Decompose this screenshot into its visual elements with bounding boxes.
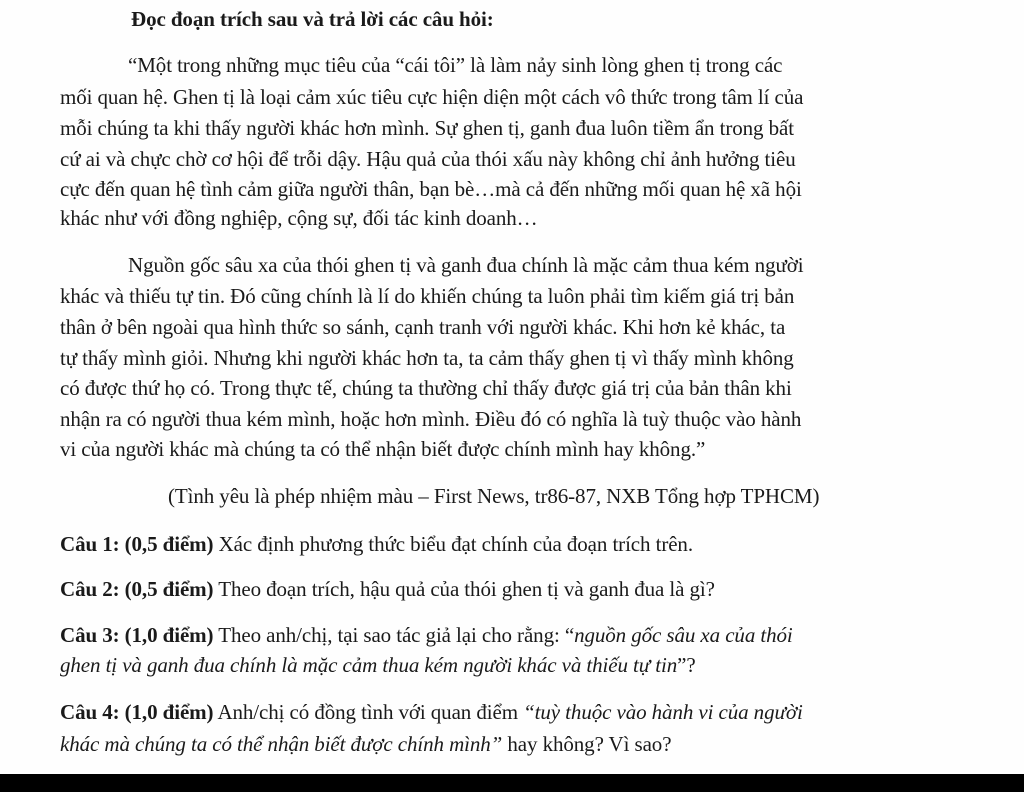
question-3 bbox=[60, 622, 793, 648]
question-text: Xác định phương thức biểu đạt chính của đoạn trích trên. bbox=[213, 532, 693, 556]
passage-line: mỗi chúng ta khi thấy người khác hơn mình. Sự ghen tị, ganh đua luôn tiềm ẩn trong bất bbox=[60, 116, 794, 140]
passage-line: thân ở bên ngoài qua hình thức so sánh, cạnh tranh với người khác. Khi hơn kẻ khác, ta bbox=[60, 315, 786, 339]
question-label: Câu 4: (1,0 điểm) bbox=[60, 700, 214, 724]
passage-line: nhận ra có người thua kém mình, hoặc hơn mình. Điều đó có nghĩa là tuỳ thuộc vào hành bbox=[60, 407, 802, 431]
question-quote: “tuỳ thuộc vào hành vi của người bbox=[523, 700, 803, 724]
question-text: Theo đoạn trích, hậu quả của thói ghen tị và ganh đua là gì? bbox=[213, 577, 715, 601]
question-quote: khác mà chúng ta có thể nhận biết được chính mình” bbox=[60, 732, 503, 756]
citation: (Tình yêu là phép nhiệm màu – First News, tr86-87, NXB Tổng hợp TPHCM) bbox=[168, 484, 820, 508]
passage-line: có được thứ họ có. Trong thực tế, chúng ta thường chỉ thấy được giá trị của bản thân khi bbox=[60, 376, 792, 400]
passage-line: “Một trong những mục tiêu của “cái tôi” là làm nảy sinh lòng ghen tị trong các bbox=[128, 53, 783, 77]
question-text: Theo anh/chị, tại sao tác giả lại cho rằng: “ bbox=[213, 623, 575, 647]
passage-line: Nguồn gốc sâu xa của thói ghen tị và ganh đua chính là mặc cảm thua kém người bbox=[128, 253, 804, 277]
passage-line: khác và thiếu tự tin. Đó cũng chính là lí do khiến chúng ta luôn phải tìm kiếm giá trị bản bbox=[60, 284, 795, 308]
question-1 bbox=[60, 531, 693, 557]
passage-line: cứ ai và chực chờ cơ hội để trỗi dậy. Hậu quả của thói xấu này không chỉ ảnh hưởng tiêu bbox=[60, 147, 796, 171]
question-4 bbox=[60, 699, 803, 725]
question-label: Câu 3: (1,0 điểm) bbox=[60, 623, 214, 647]
question-quote: nguồn gốc sâu xa của thói bbox=[574, 623, 793, 647]
question-quote: ghen tị và ganh đua chính là mặc cảm thua kém người khác và thiếu tự tin bbox=[60, 653, 678, 677]
question-text: ”? bbox=[677, 653, 696, 677]
passage-line: khác như với đồng nghiệp, cộng sự, đối tác kinh doanh… bbox=[60, 206, 538, 230]
question-text: hay không? Vì sao? bbox=[502, 732, 672, 756]
heading: Đọc đoạn trích sau và trả lời các câu hỏi: bbox=[131, 7, 494, 31]
passage-line: cực đến quan hệ tình cảm giữa người thân, bạn bè…mà cả đến những mối quan hệ xã hội bbox=[60, 177, 802, 201]
question-text: Anh/chị có đồng tình với quan điểm bbox=[213, 700, 524, 724]
question-label: Câu 1: (0,5 điểm) bbox=[60, 532, 214, 556]
bottom-black-bar bbox=[0, 774, 1024, 792]
question-2 bbox=[60, 576, 715, 602]
question-4-continued bbox=[60, 731, 671, 757]
passage-line: tự thấy mình giỏi. Nhưng khi người khác hơn ta, ta cảm thấy ghen tị vì thấy mình không bbox=[60, 346, 794, 370]
question-3-continued bbox=[60, 652, 696, 678]
question-label: Câu 2: (0,5 điểm) bbox=[60, 577, 214, 601]
passage-line: mối quan hệ. Ghen tị là loại cảm xúc tiêu cực hiện diện một cách vô thức trong tâm lí của bbox=[60, 85, 804, 109]
passage-line: vi của người khác mà chúng ta có thể nhận biết được chính mình hay không.” bbox=[60, 437, 706, 461]
